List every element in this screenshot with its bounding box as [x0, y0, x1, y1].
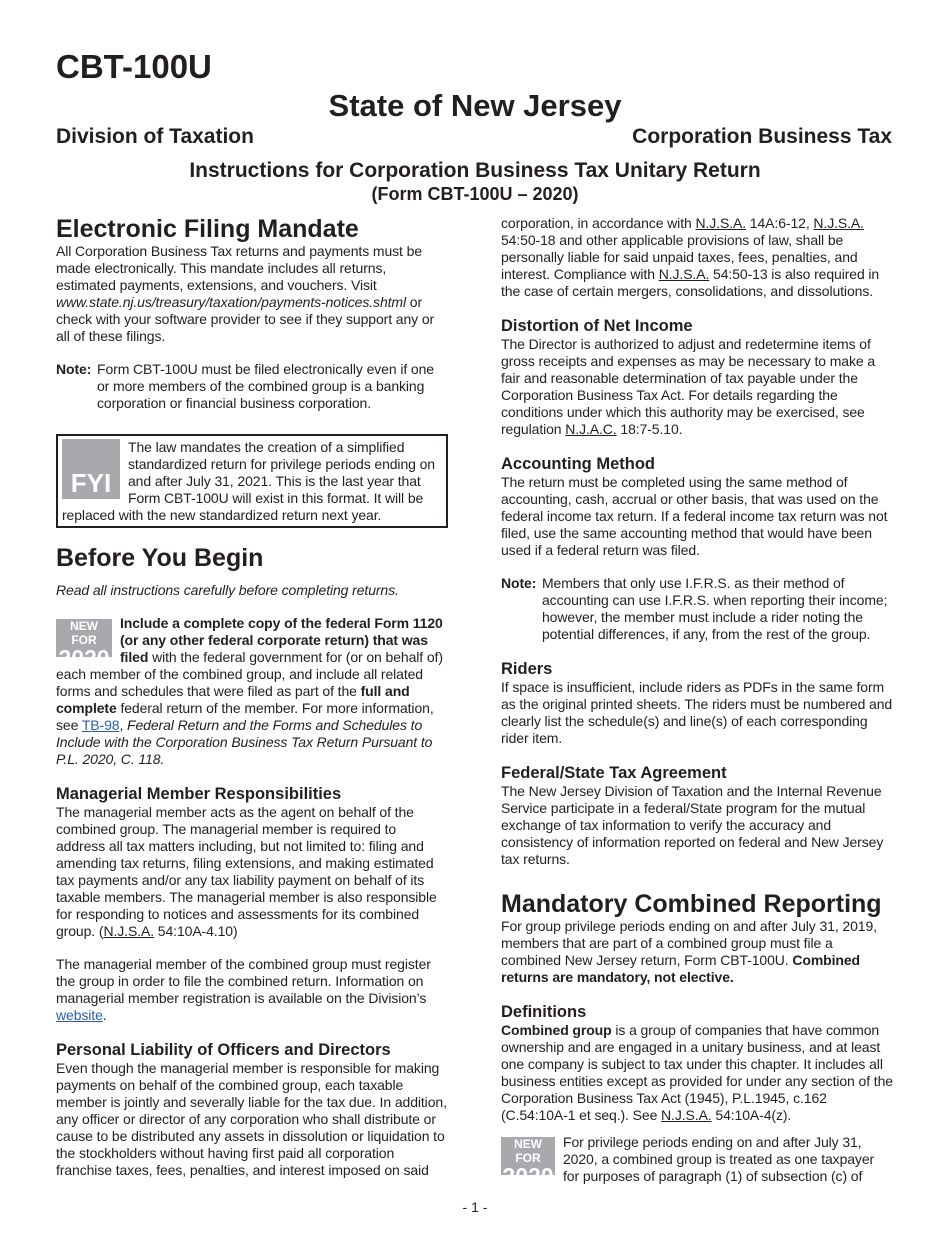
- form-id: CBT-100U: [56, 48, 212, 85]
- mcr-heading: Mandatory Combined Reporting: [501, 890, 882, 918]
- mcr-paragraph: [501, 918, 893, 986]
- doc-title: Instructions for Corporation Business Tax Unitary Return: [189, 159, 761, 182]
- text: Combined group: [501, 1022, 612, 1038]
- fsta-paragraph: The New Jersey Division of Taxation and the Internal Revenue Service participate in a federal/State program for the mutual exchange of tax information to verify the accuracy and consistency of information reported on federal and New Jersey tax returns.: [501, 783, 884, 867]
- riders-heading: Riders: [501, 660, 553, 678]
- note: [56, 361, 448, 412]
- text: is a group of companies that have common ownership and are engaged in a unitary business, and at least one company is subject to tax under this chapter. It includes all business entities except as provided for under any section of the Corporation Business Tax Act (1945), P.L.1945, c.162 (C.54:10A-1 et seq.). See: [501, 1022, 893, 1123]
- efm-heading: Electronic Filing Mandate: [56, 215, 359, 243]
- text: N.J.S.A.: [695, 215, 747, 231]
- note: [501, 575, 893, 643]
- fyi-text: The law mandates the creation of a simplified standardized return for privilege periods ending on and after July 31, 2021. This is the last year that Form CBT-100U will exist in this format. It will be replaced with the new standardized return next year.: [62, 439, 435, 523]
- pl-heading: Personal Liability of Officers and Directors: [56, 1041, 391, 1059]
- text: N.J.S.A.: [813, 215, 864, 231]
- text: The managerial member of the combined group must register the group in order to file the combined return. Information on managerial member registration is available on the Division’s: [56, 956, 431, 1006]
- riders-paragraph: If space is insufficient, include riders as PDFs in the same form as the original printed sheets. The riders must be numbered and clearly list the schedule(s) and line(s) of each corresponding rider item.: [501, 679, 893, 746]
- note-label: Note:: [56, 361, 92, 377]
- payments-url: www.state.nj.us/treasury/taxation/payments-notices.shtml: [56, 294, 406, 310]
- columns: [0, 215, 950, 1189]
- page-number: - 1 -: [462, 1199, 488, 1215]
- fsta-heading: Federal/State Tax Agreement: [501, 764, 727, 782]
- text: Include a complete copy of the federal Form 1120 (or any other federal corporate return) that was filed: [120, 615, 443, 665]
- am-paragraph: The return must be completed using the same method of accounting, cash, accrual or other basis, that was used on the federal income tax return. If a federal income tax return was not filed, use the same accounting method that would have been used if a federal return was filed.: [501, 474, 888, 558]
- text: full and complete: [56, 683, 410, 716]
- text: or check with your software provider to see if they support any or all of these filings.: [56, 294, 435, 344]
- byb-heading: Before You Begin: [56, 544, 264, 572]
- badge-year: 2020: [502, 1163, 554, 1189]
- def-paragraph: [501, 1022, 893, 1124]
- text: with the federal government for (or on behalf of) each member of the combined group, and include all related forms and schedules that were filed as part of the: [56, 649, 443, 699]
- text: 54:10A-4(z).: [711, 1107, 792, 1123]
- text: N.J.A.C.: [565, 421, 617, 437]
- mmr-paragraph-2: [56, 956, 448, 1024]
- tax-label: Corporation Business Tax: [632, 125, 892, 148]
- state-title: State of New Jersey: [328, 88, 622, 123]
- text: 54:50-13 is also required in the case of certain mergers, consolidations, and dissolutions.: [501, 266, 880, 299]
- right-column: [501, 215, 893, 1189]
- note-label: Note:: [501, 575, 537, 591]
- text: The Director is authorized to adjust and redetermine items of gross receipts and expenses as may be necessary to make a fair and reasonable determination of tax payable under the Corporation Business Tax Act. For details regarding the conditions under which this authority may be exercised, see regulation: [501, 336, 876, 437]
- fyi-box: [56, 434, 448, 528]
- tb-98-link[interactable]: TB-98: [81, 717, 120, 733]
- text: N.J.S.A.: [661, 1107, 712, 1123]
- new-for-2020-block: [56, 615, 448, 768]
- text: 54:50-18 and other applicable provisions of law, shall be personally liable for said unpaid taxes, fees, penalties, and interest. Compliance with: [501, 232, 858, 282]
- text: 54:10A-4.10): [154, 923, 238, 939]
- text: corporation, in accordance with: [501, 215, 696, 231]
- mmr-paragraph-1: [56, 804, 448, 940]
- pl-paragraph: Even though the managerial member is responsible for making payments on behalf of the combined group, each taxable member is jointly and severally liable for the tax due. In addition, any officer or director of any corporation who shall distribute or cause to be distributed any assets in dissolution or liquidation to the stockholders without having first paid all corporation franchise taxes, fees, penalties, and interest imposed on said: [56, 1060, 447, 1178]
- division-label: Division of Taxation: [56, 125, 254, 148]
- badge-top: NEW FOR: [514, 1137, 542, 1165]
- text: N.J.S.A.: [103, 923, 154, 939]
- text: Federal Return and the Forms and Schedules to Include with the Corporation Business Tax Return Pursuant to P.L. 2020, C. 118.: [56, 717, 433, 767]
- fyi-badge: FYI: [62, 439, 120, 499]
- am-heading: Accounting Method: [501, 455, 655, 473]
- new-for-2020-badge: [56, 619, 112, 671]
- note-text: Form CBT-100U must be filed electronically even if one or more members of the combined group is a banking corporation or financial business corporation.: [97, 361, 434, 411]
- text: N.J.S.A.: [658, 266, 710, 282]
- new-for-2020-block: [501, 1134, 893, 1189]
- text: Combined returns are mandatory, not elective.: [501, 952, 861, 985]
- dni-heading: Distortion of Net Income: [501, 317, 693, 335]
- new-for-2020-badge: [501, 1137, 555, 1189]
- dni-paragraph: [501, 336, 893, 438]
- def-heading: Definitions: [501, 1003, 587, 1021]
- text: federal return of the member. For more information, see: [56, 700, 434, 733]
- text: 14A:6-12,: [746, 215, 814, 231]
- left-column: [56, 215, 448, 1185]
- mmr-heading: Managerial Member Responsibilities: [56, 785, 342, 803]
- doc-subtitle: (Form CBT-100U – 2020): [371, 184, 579, 204]
- pl-continued: [501, 215, 893, 300]
- text: All Corporation Business Tax returns and payments must be made electronically. This mandate includes all returns, estimated payments, extensions, and vouchers. Visit: [56, 243, 423, 293]
- website-link[interactable]: website: [56, 1007, 103, 1023]
- text: For privilege periods ending on and after July 31, 2020, a combined group is treated as one taxpayer for purposes of paragraph (1) of subsection (c) of: [563, 1134, 875, 1184]
- efm-paragraph: [56, 243, 448, 345]
- text: .: [102, 1007, 107, 1023]
- text: For group privilege periods ending on and after July 31, 2019, members that are part of a combined group must file a combined New Jersey return, Form CBT-100U.: [501, 918, 877, 968]
- text: The managerial member acts as the agent on behalf of the combined group. The managerial member is required to address all tax matters including, but not limited to: filing and amending tax returns, filing extensions, and making estimated tax payments and/or any tax liability payment on behalf of its taxable members. The managerial member is also responsible for responding to notices and assessments for its combined group. (: [56, 804, 437, 939]
- text: 18:7-5.10.: [616, 421, 683, 437]
- note-text: Members that only use I.F.R.S. as their method of accounting can use I.F.R.S. when reporting their income; however, the member must include a rider noting the potential differences, if any, from the rest of the group.: [542, 575, 888, 642]
- badge-top: NEW FOR: [70, 619, 98, 647]
- text: ,: [119, 717, 128, 733]
- byb-intro: Read all instructions carefully before completing returns.: [56, 582, 399, 598]
- badge-year: 2020: [58, 645, 110, 671]
